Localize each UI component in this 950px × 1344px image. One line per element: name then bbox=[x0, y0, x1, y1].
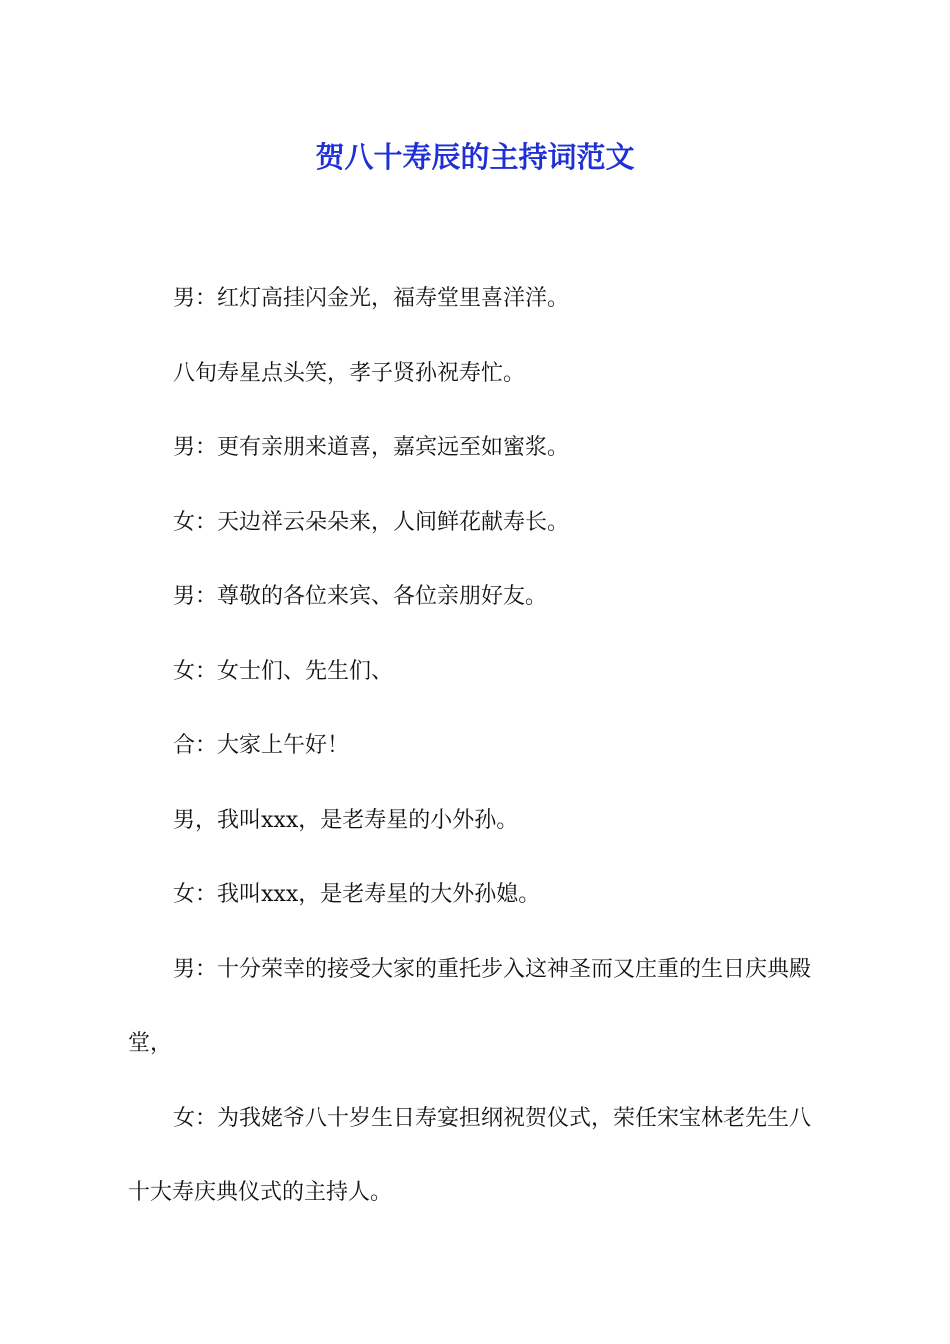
paragraph: 男：尊敬的各位来宾、各位亲朋好友。 bbox=[173, 584, 548, 609]
paragraph: 男，我叫xxx，是老寿星的小外孙。 bbox=[173, 807, 519, 833]
page-title: 贺八十寿辰的主持词范文 bbox=[315, 140, 635, 175]
paragraph: 合：大家上午好！ bbox=[173, 733, 350, 758]
paragraph: 男：十分荣幸的接受大家的重托步入这神圣而又庄重的生日庆典殿堂， bbox=[128, 956, 812, 1056]
paragraph: 女：天边祥云朵朵来，人间鲜花献寿长。 bbox=[173, 509, 570, 535]
document-body bbox=[128, 262, 828, 1231]
paragraph: 八旬寿星点头笑，孝子贤孙祝寿忙。 bbox=[173, 360, 526, 386]
paragraph: 男：更有亲朋来道喜，嘉宾远至如蜜浆。 bbox=[173, 435, 570, 460]
paragraph: 男：红灯高挂闪金光，福寿堂里喜洋洋。 bbox=[173, 286, 570, 311]
paragraph: 女：为我姥爷八十岁生日寿宴担纲祝贺仪式，荣任宋宝林老先生八十大寿庆典仪式的主持人。 bbox=[128, 1105, 812, 1205]
paragraph: 女：我叫xxx，是老寿星的大外孙媳。 bbox=[173, 882, 541, 907]
paragraph: 女：女士们、先生们、 bbox=[173, 658, 394, 684]
